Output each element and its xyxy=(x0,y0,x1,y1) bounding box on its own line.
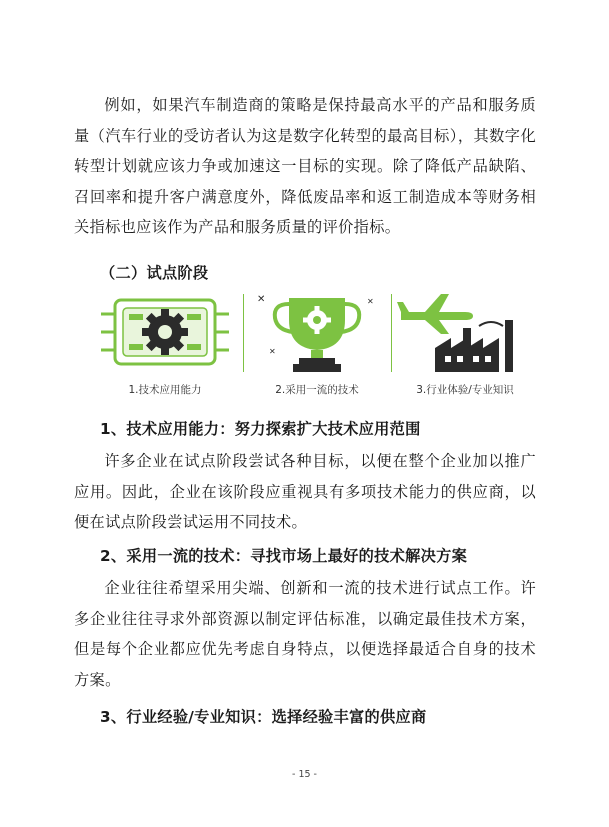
airplane-factory-icon xyxy=(395,290,535,374)
divider xyxy=(391,294,392,372)
svg-text:✕: ✕ xyxy=(257,294,266,305)
figure-item-best-tech xyxy=(247,290,387,402)
caption-industry: 3.行业体验/专业知识 xyxy=(416,384,514,396)
item1-body: 许多企业在试点阶段尝试各种目标，以便在整个企业加以推广应用。因此，企业在该阶段应重视具有多项技术能力的供应商，以便在试点阶段尝试运用不同技术。 xyxy=(74,452,536,531)
divider xyxy=(243,294,244,372)
figure-item-industry xyxy=(395,290,535,402)
trophy-gear-icon xyxy=(247,290,387,374)
item1-heading: 1、技术应用能力：努力探索扩大技术应用范围 xyxy=(100,420,421,438)
item2-body: 企业往往希望采用尖端、创新和一流的技术进行试点工作。许多企业往往寻求外部资源以制定评估标准，以确定最佳技术方案，但是每个企业都应优先考虑自身特点，以便选择最适合自身的技术方案。 xyxy=(74,579,536,689)
item3-heading: 3、行业经验/专业知识：选择经验丰富的供应商 xyxy=(100,708,427,726)
item2-heading: 2、采用一流的技术：寻找市场上最好的技术解决方案 xyxy=(100,547,468,565)
svg-text:✕: ✕ xyxy=(367,297,374,306)
intro-paragraph: 例如，如果汽车制造商的策略是保持最高水平的产品和服务质量（汽车行业的受访者认为这是数字化转型的最高目标），其数字化转型计划就应该力争或加速这一目标的实现。除了降低产品缺陷、召回率和提升客户满意度外，降低废品率和返工制造成本等财务相关指标也应该作为产品和服务质量的评价指标。 xyxy=(74,96,536,236)
figure-item-technology xyxy=(95,290,235,402)
caption-technology: 1.技术应用能力 xyxy=(128,384,202,396)
gear-circuit-icon xyxy=(95,290,235,374)
page-number: - 15 - xyxy=(292,769,317,780)
caption-best-tech: 2.采用一流的技术 xyxy=(275,384,359,396)
section-heading: （二）试点阶段 xyxy=(100,264,209,282)
svg-text:✕: ✕ xyxy=(269,347,276,356)
pilot-stage-figure xyxy=(95,290,535,402)
